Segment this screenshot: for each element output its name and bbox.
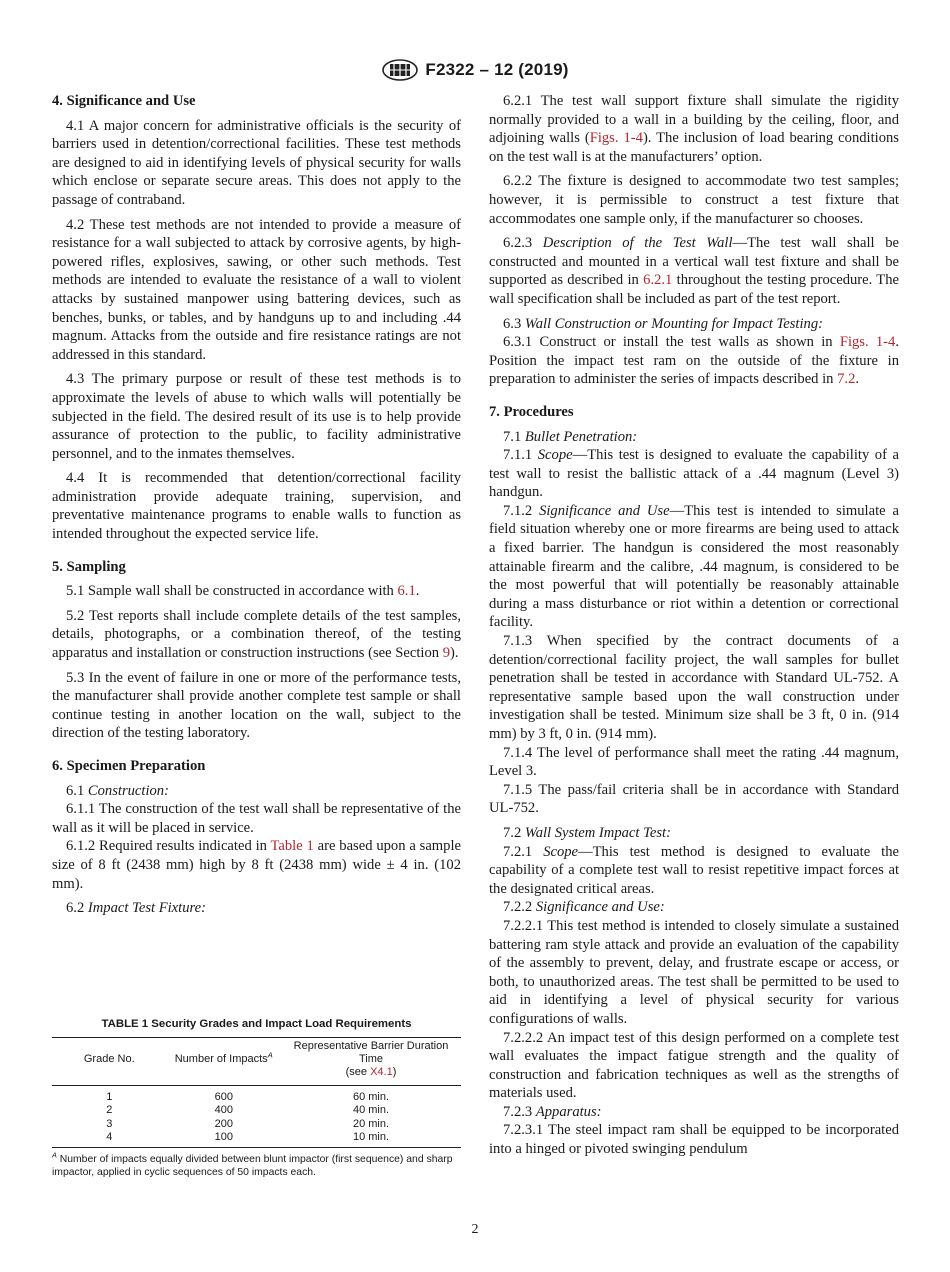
table-row: 1 600 60 min. xyxy=(106,1091,390,1103)
table-footnote: $^A$ Number of impacts equally divided between blunt impactor (first sequence) and sharp impactor, applied in cyclic sequences of 50 impacts each. xyxy=(52,1150,453,1179)
paragraph-5-3: 5.3 In the event of failure in one or more of the performance tests, the manufacturer shall provide another complete test sample or shall continue testing in another location on the wall, subject to the direction of the testing laboratory. xyxy=(52,669,461,742)
paragraph-7-2-3: 7.2.3 Apparatus: xyxy=(503,1103,602,1120)
link-7-2[interactable]: 7.2 xyxy=(837,371,856,388)
paragraph-7-1-5: 7.1.5 The pass/fail criteria shall be in accordance with Standard UL-752. xyxy=(489,781,899,817)
table-row: 3 200 20 min. xyxy=(106,1117,390,1130)
left-column xyxy=(52,92,461,918)
table-row: 4 100 10 min. xyxy=(52,1131,461,1147)
link-x4-1[interactable]: X4.1 xyxy=(370,1066,393,1078)
paragraph-7-1: 7.1 Bullet Penetration: xyxy=(503,428,638,445)
paragraph-6-2: 6.2 Impact Test Fixture: xyxy=(66,900,206,917)
table-1 xyxy=(52,1018,461,1179)
paragraph-7-2-2-1: 7.2.2.1 This test method is intended to closely simulate a sustained battering ram style attack and provide an evaluation of the capability of the assembly to prevent, delay, and frustrate escape or access, or both, to unauthorized areas. The test shall be permitted to be used to aid in identifying a level of physical security for various configurations of walls. xyxy=(489,917,899,1027)
paragraph-6-1: 6.1 Construction: xyxy=(66,782,169,799)
paragraph-6-1-1: 6.1.1 The construction of the test wall shall be representative of the wall as it will be placed in service. xyxy=(52,801,461,836)
paragraph-7-2-2-2: 7.2.2.2 An impact test of this design performed on a complete test wall evaluates the impact fatigue strength and the quality of construction and fabrication techniques as well as the strengths of materials used. xyxy=(489,1029,899,1102)
section-6-heading: 6. Specimen Preparation xyxy=(52,758,206,774)
section-7-heading: 7. Procedures xyxy=(489,403,574,420)
paragraph-7-2: 7.2 Wall System Impact Test: xyxy=(503,824,671,841)
link-table-1[interactable]: Table 1 xyxy=(270,838,314,855)
column-header-impacts: Number of Impacts$^A$ xyxy=(167,1038,282,1086)
link-6-2-1[interactable]: 6.2.1 xyxy=(643,272,673,289)
paragraph-4-2: 4.2 These test methods are not intended to provide a measure of resistance for a wall subjected to attack by corrosive agents, by high-powered rifles, explosives, sawing, or other such methods. Test methods are intended to evaluate the resistance of a wall to violent attacks by sustained manpower using battering devices, such as benches, bunks, or tables, and by handguns up to and including .44 magnum. Attacks from the outside and fire resistance ratings are not addressed in this standard. xyxy=(52,216,461,363)
paragraph-6-3: 6.3 Wall Construction or Mounting for Impact Testing: xyxy=(503,315,823,332)
paragraph-5-1: 5.1 Sample wall shall be constructed in accordance with 6.1. xyxy=(66,583,420,600)
link-section-9[interactable]: 9 xyxy=(442,645,450,662)
page-header xyxy=(0,58,950,82)
paragraph-7-2-2: 7.2.2 Significance and Use: xyxy=(503,899,665,916)
paragraph-7-2-1: 7.2.1 Scope—This test method is designed to evaluate the capability of a complete test wall to resist repetitive impact forces at the designated critical areas. xyxy=(489,843,899,897)
right-column xyxy=(489,92,899,1159)
paragraph-6-2-2: 6.2.2 The fixture is designed to accommodate two test samples; however, it is permissible to construct a test fixture that accommodates one sample only, if the manufacturer so chooses. xyxy=(489,173,899,227)
paragraph-6-3-1: 6.3.1 Construct or install the test walls as shown in Figs. 1-4. Position the impact test ram on the outside of the fixture in preparation to administer the series of impacts described in 7.2. xyxy=(489,334,899,388)
page-number: 2 xyxy=(471,1222,479,1237)
astm-logo-icon xyxy=(381,59,419,81)
paragraph-4-4: 4.4 It is recommended that detention/correctional facility administration provide adequate training, supervision, and preventative maintenance programs to enable walls to function as intended throughout the expected service life. xyxy=(52,470,461,543)
paragraph-7-1-4: 7.1.4 The level of performance shall meet the rating .44 magnum, Level 3. xyxy=(489,744,899,780)
paragraph-6-1-2: 6.1.2 Required results indicated in Table 1 are based upon a sample size of 8 ft (2438 mm) high by 8 ft (2438 mm) wide ± 4 in. (102 mm). xyxy=(52,838,461,892)
paragraph-7-1-1: 7.1.1 Scope—This test is designed to evaluate the capability of a test wall to resist the ballistic attack of a .44 magnum (Level 3) handgun. xyxy=(489,447,899,501)
paragraph-7-1-3: 7.1.3 When specified by the contract documents of a detention/correctional facility project, the wall samples for bullet penetration shall be tested in accordance with Standard UL-752. A representative sample based upon the wall construction under investigation shall be tested. Minimum size shall be 3 ft, 0 in. (914 mm) by 3 ft, 0 in. (914 mm). xyxy=(489,633,899,742)
link-figs-1-4[interactable]: Figs. 1-4 xyxy=(589,130,643,147)
column-header-grade: Grade No. xyxy=(52,1038,167,1086)
section-5-heading: 5. Sampling xyxy=(52,558,126,575)
link-figs-1-4[interactable]: Figs. 1-4 xyxy=(839,334,896,351)
document-id: F2322 – 12 (2019) xyxy=(425,60,569,79)
link-6-1[interactable]: 6.1 xyxy=(397,583,416,600)
table-caption: TABLE 1 Security Grades and Impact Load Requirements xyxy=(101,1018,412,1030)
table-row: 2 400 40 min. xyxy=(106,1104,390,1117)
paragraph-6-2-3: 6.2.3 Description of the Test Wall—The test wall shall be constructed and mounted in a vertical wall test fixture and shall be supported as described in 6.2.1 throughout the testing procedure. The wall specification shall be included as part of the test report. xyxy=(489,235,900,307)
security-grades-table xyxy=(52,1037,461,1148)
column-header-duration: Representative Barrier Duration Time (see X4.1) xyxy=(281,1038,461,1086)
paragraph-7-1-2: 7.1.2 Significance and Use—This test is intended to simulate a field situation whereby one or more firearms are being used to attack a fixed barrier. The handgun is considered the most reasonably attainable firearm and the calibre, .44 magnum, is considered to be the most powerful that will potentially be reasonably attainable during a mass disturbance or riot within a detention or correctional facility. xyxy=(489,502,899,631)
paragraph-7-2-3-1: 7.2.3.1 The steel impact ram shall be equipped to be incorporated into a hinged or pivoted swinging pendulum xyxy=(489,1122,899,1158)
paragraph-4-3: 4.3 The primary purpose or result of these test methods is to approximate the levels of abuse to which walls will potentially be subjected in the field. The desired result of its use is to help provide assurance of protection to the public, to facility administrative personnel, and to the inmates themselves. xyxy=(52,371,461,462)
section-4-heading: 4. Significance and Use xyxy=(52,93,196,109)
paragraph-4-1: 4.1 A major concern for administrative officials is the security of barriers used in detention/correctional facilities. These test methods are designed to aid in identifying levels of physical security for walls which enclose or separate secure areas. This does not apply to the passage of contraband. xyxy=(52,117,461,208)
paragraph-6-2-1: 6.2.1 The test wall support fixture shall simulate the rigidity normally provided to a wall in a building by the ceiling, floor, and adjoining walls (Figs. 1-4). The inclusion of load bearing conditions on the test wall is at the manufacturers’ option. xyxy=(489,93,899,165)
paragraph-5-2: 5.2 Test reports shall include complete details of the test samples, details, photographs, or a combination thereof, of the testing apparatus and installation or construction instructions (see Section 9). xyxy=(52,607,461,662)
